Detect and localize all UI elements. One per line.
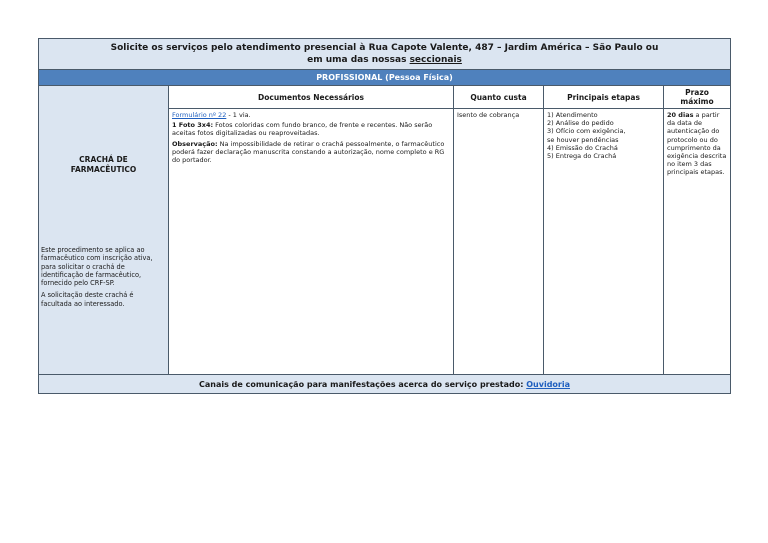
docs-form (172, 111, 450, 119)
header-line1: Solicite os serviços pelo atendimento presencial à Rua Capote Valente, 487 – Jardim América – São Paulo ou (110, 43, 659, 53)
deadline-days: 20 dias (667, 111, 694, 119)
col-deadline-line1: Prazo (685, 88, 709, 97)
cost-cell: Isento de cobrança (454, 109, 544, 375)
step-item: 1) Atendimento (547, 111, 598, 119)
docs-obs-text: Na impossibilidade de retirar o crachá pessoalmente, o farmacêutico poderá fazer declaração manuscrita constando a autorização, nome completo e RG do portador. (172, 139, 445, 165)
docs-photo (172, 121, 450, 137)
deadline-cell (664, 109, 731, 375)
docs-obs-label: Observação: (172, 139, 218, 148)
step-item: 5) Entrega do Crachá (547, 152, 617, 161)
docs-photo-text: Fotos coloridas com fundo branco, de frente e recentes. Não serão aceitas fotos digitalizadas ou reaproveitadas. (172, 121, 433, 138)
header-line2 (39, 54, 730, 66)
service-title (39, 155, 168, 175)
step-item: 2) Análise do pedido (547, 119, 614, 128)
form-22-link[interactable]: Formulário nº 22 (172, 111, 227, 119)
service-cell (39, 86, 169, 375)
service-description-p2: A solicitação deste crachá é facultada ao interessado. (41, 291, 134, 308)
col-steps-header: Principais etapas (544, 86, 664, 109)
col-deadline-header (664, 86, 731, 109)
docs-photo-label: 1 Foto 3x4: (172, 121, 214, 130)
deadline-text: a partir da data de autenticação do protocolo ou do cumprimento da exigência descrita no item 3 das principais etapas. (667, 111, 727, 177)
service-description-p1: Este procedimento se aplica ao farmacêutico com inscrição ativa, para solicitar o crachá de identificação de farmacêutico, fornecido pelo CRF-SP. (41, 246, 153, 288)
header-line2-text: em uma das nossas (307, 55, 410, 65)
service-document (38, 38, 730, 394)
footer-text: Canais de comunicação para manifestações acerca do serviço prestado: (199, 379, 527, 389)
service-description (41, 246, 165, 312)
col-docs-header: Documentos Necessários (169, 86, 454, 109)
service-table (38, 38, 731, 394)
service-title-line1: CRACHÁ DE (79, 155, 128, 164)
step-item: 4) Emissão do Crachá (547, 143, 618, 152)
docs-form-suffix: - 1 via. (226, 111, 251, 119)
category-band: PROFISSIONAL (Pessoa Física) (39, 70, 731, 86)
col-deadline-line2: máximo (680, 97, 714, 106)
col-cost-header: Quanto custa (454, 86, 544, 109)
step-item: 3) Ofício com exigência, (547, 127, 626, 136)
docs-cell (169, 109, 454, 375)
seccionais-link[interactable]: seccionais (409, 55, 462, 65)
footer-cell (39, 375, 731, 394)
service-title-line2: FARMACÊUTICO (70, 165, 137, 174)
step-item: se houver pendências (547, 135, 619, 144)
steps-cell (544, 109, 664, 375)
docs-observation (172, 140, 450, 165)
ouvidoria-link[interactable]: Ouvidoria (526, 379, 570, 389)
header-cell (39, 39, 731, 70)
